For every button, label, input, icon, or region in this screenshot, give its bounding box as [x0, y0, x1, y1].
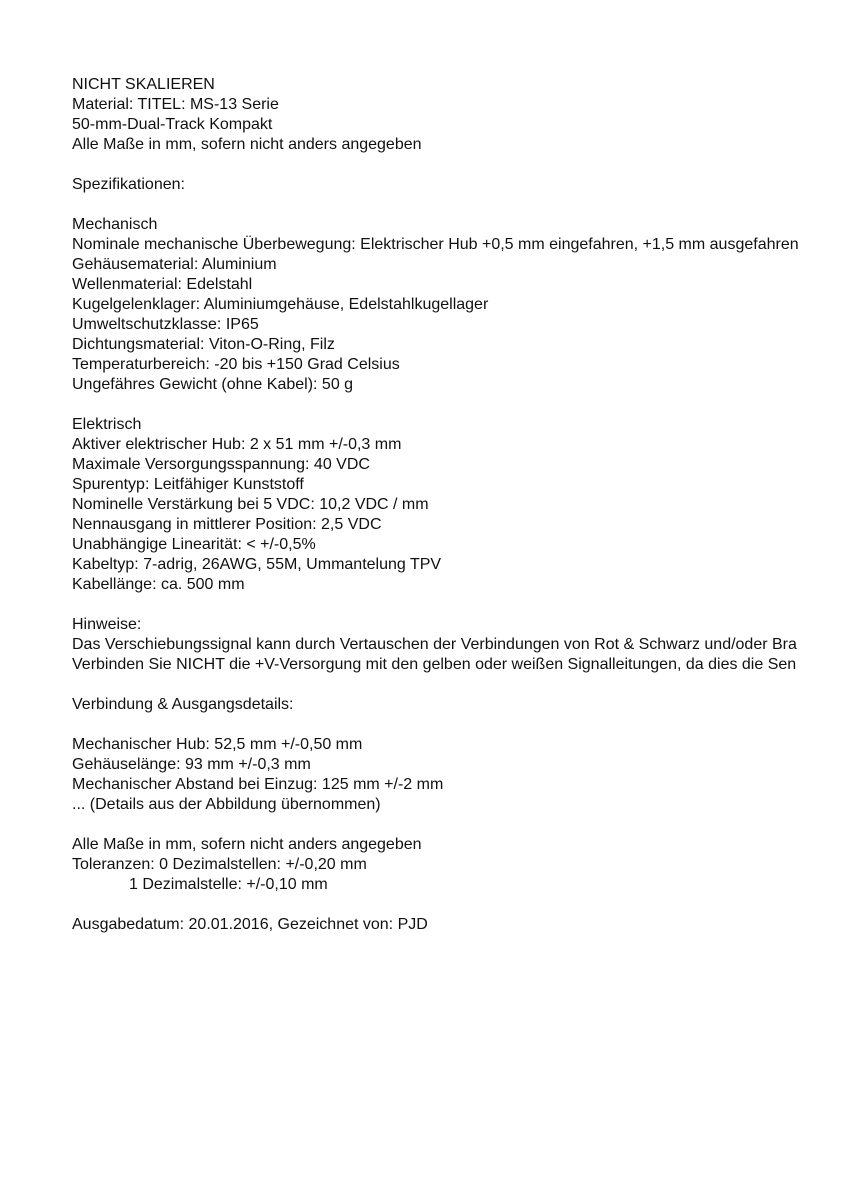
- spec-line: Spurentyp: Leitfähiger Kunststoff: [72, 476, 304, 493]
- spec-line: Umweltschutzklasse: IP65: [72, 316, 259, 333]
- spec-title: Spezifikationen:: [72, 176, 185, 193]
- spec-line: Temperaturbereich: -20 bis +150 Grad Celsius: [72, 356, 400, 373]
- connection-title: Verbindung & Ausgangsdetails:: [72, 696, 294, 713]
- spec-line: Nominale mechanische Überbewegung: Elektrischer Hub +0,5 mm eingefahren, +1,5 mm ausgefahren: [72, 236, 799, 253]
- spec-line: Nennausgang in mittlerer Position: 2,5 VDC: [72, 516, 382, 533]
- spec-line: Ungefähres Gewicht (ohne Kabel): 50 g: [72, 376, 354, 393]
- mechanical-title: Mechanisch: [72, 216, 158, 233]
- header-line: NICHT SKALIEREN: [72, 76, 215, 93]
- note-line: Verbinden Sie NICHT die +V-Versorgung mit den gelben oder weißen Signalleitungen, da dies die Sen: [72, 656, 797, 673]
- tolerance-line: Toleranzen: 0 Dezimalstellen: +/-0,20 mm: [72, 856, 367, 873]
- header-line: Alle Maße in mm, sofern nicht anders angegeben: [72, 136, 422, 153]
- document-body: [72, 75, 848, 935]
- electrical-title: Elektrisch: [72, 416, 142, 433]
- connection-line: ... (Details aus der Abbildung übernommen): [72, 796, 381, 813]
- note-line: Das Verschiebungssignal kann durch Vertauschen der Verbindungen von Rot & Schwarz und/oder Bra: [72, 636, 797, 653]
- spec-line: Kugelgelenklager: Aluminiumgehäuse, Edelstahlkugellager: [72, 296, 489, 313]
- spec-line: Kabeltyp: 7-adrig, 26AWG, 55M, Ummantelung TPV: [72, 556, 442, 573]
- spec-line: Wellenmaterial: Edelstahl: [72, 276, 253, 293]
- connection-line: Gehäuselänge: 93 mm +/-0,3 mm: [72, 756, 311, 773]
- connection-line: Mechanischer Abstand bei Einzug: 125 mm +/-2 mm: [72, 776, 444, 793]
- spec-line: Maximale Versorgungsspannung: 40 VDC: [72, 456, 370, 473]
- notes-title: Hinweise:: [72, 616, 142, 633]
- issue-footer: Ausgabedatum: 20.01.2016, Gezeichnet von: PJD: [72, 916, 428, 933]
- spec-line: Kabellänge: ca. 500 mm: [72, 576, 245, 593]
- spec-line: Dichtungsmaterial: Viton-O-Ring, Filz: [72, 336, 335, 353]
- spec-line: Gehäusematerial: Aluminium: [72, 256, 277, 273]
- spec-line: Nominelle Verstärkung bei 5 VDC: 10,2 VDC / mm: [72, 496, 429, 513]
- units-note: Alle Maße in mm, sofern nicht anders angegeben: [72, 836, 422, 853]
- header-line: Material: TITEL: MS-13 Serie: [72, 96, 279, 113]
- spec-line: Unabhängige Linearität: < +/-0,5%: [72, 536, 316, 553]
- tolerance-line: 1 Dezimalstelle: +/-0,10 mm: [129, 876, 328, 893]
- header-line: 50-mm-Dual-Track Kompakt: [72, 116, 273, 133]
- spec-line: Aktiver elektrischer Hub: 2 x 51 mm +/-0,3 mm: [72, 436, 402, 453]
- connection-line: Mechanischer Hub: 52,5 mm +/-0,50 mm: [72, 736, 363, 753]
